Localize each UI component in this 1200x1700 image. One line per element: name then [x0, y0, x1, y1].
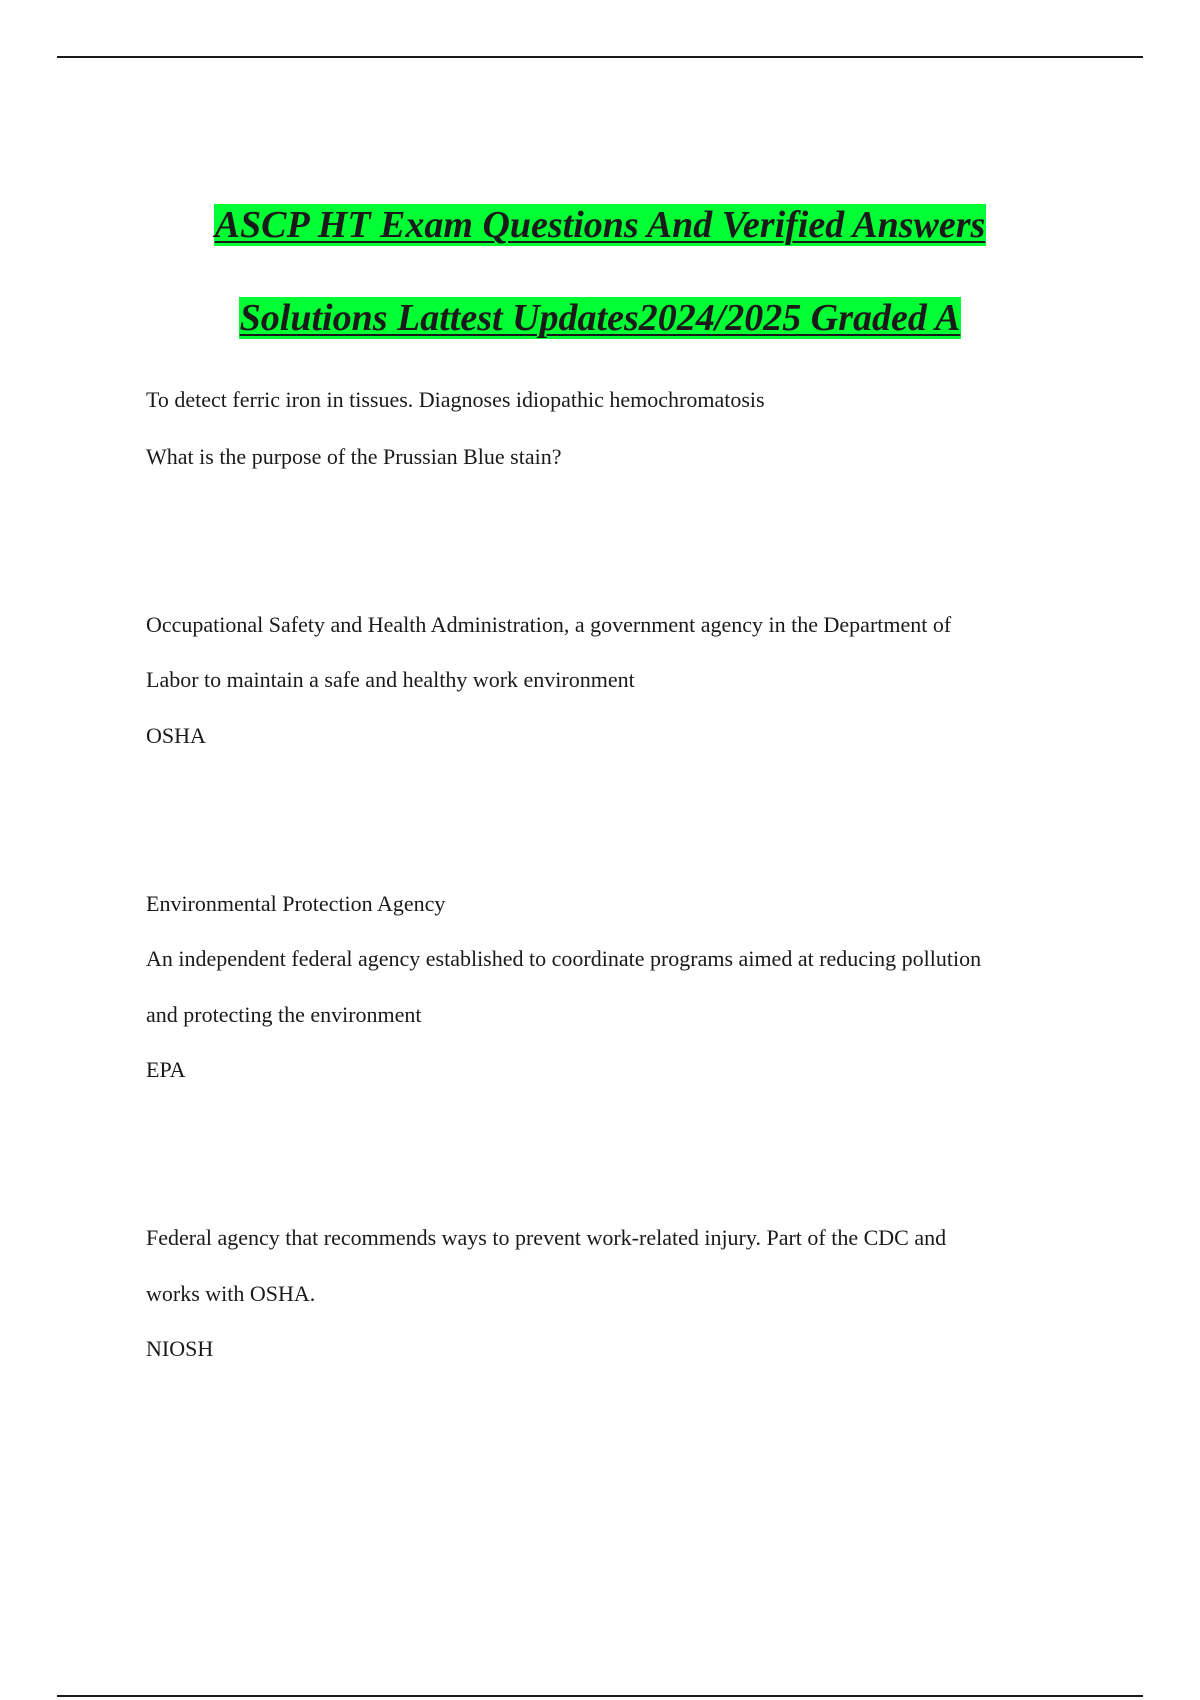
card-1-question: What is the purpose of the Prussian Blue stain?: [146, 444, 562, 469]
top-rule: [57, 56, 1143, 58]
card-1-answer: To detect ferric iron in tissues. Diagnoses idiopathic hemochromatosis: [146, 387, 765, 412]
document-title-line-2: [0, 295, 1200, 341]
card-4-definition-line-1: Federal agency that recommends ways to prevent work-related injury. Part of the CDC and: [146, 1225, 947, 1250]
card-2-definition-line-2: Labor to maintain a safe and healthy work environment: [146, 667, 635, 692]
card-4-term: NIOSH: [146, 1336, 214, 1361]
card-3-name: Environmental Protection Agency: [146, 891, 446, 916]
card-2-definition-line-1: Occupational Safety and Health Administration, a government agency in the Department of: [146, 612, 952, 637]
card-4-definition-line-2: works with OSHA.: [146, 1281, 316, 1306]
card-3-term: EPA: [146, 1057, 186, 1082]
card-3-definition-line-1: An independent federal agency established to coordinate programs aimed at reducing pollution: [146, 946, 982, 971]
bottom-rule: [57, 1695, 1143, 1697]
card-3-definition-line-2: and protecting the environment: [146, 1002, 422, 1027]
title-highlight: ASCP HT Exam Questions And Verified Answers: [214, 204, 986, 246]
title-highlight: Solutions Lattest Updates2024/2025 Graded A: [239, 297, 961, 339]
document-title-line-1: [0, 202, 1200, 248]
card-2-term: OSHA: [146, 723, 206, 748]
